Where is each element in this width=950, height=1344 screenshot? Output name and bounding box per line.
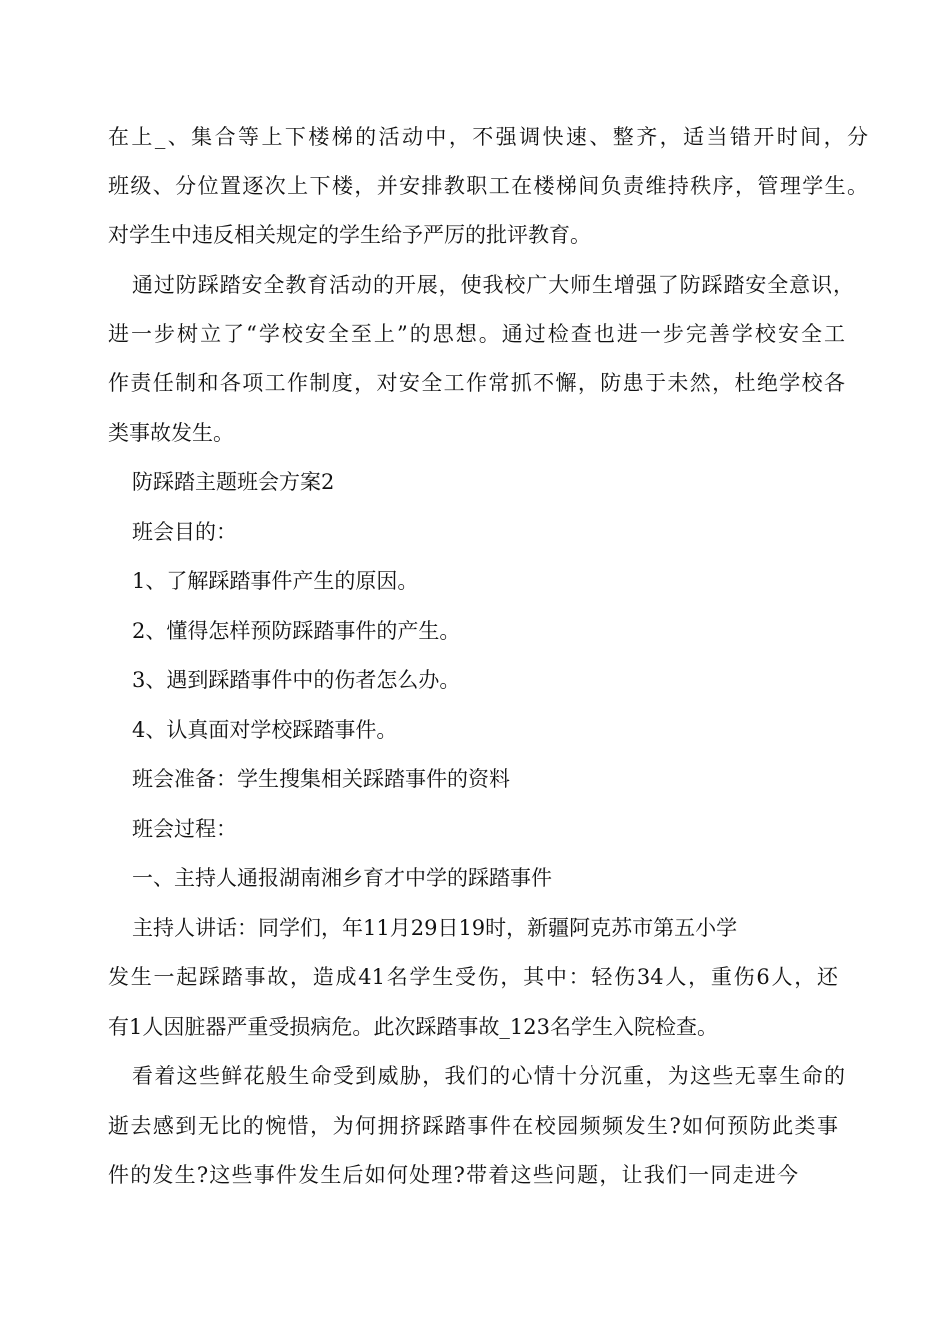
text-line: 发生一起踩踏事故，造成41名学生受伤，其中：轻伤34人，重伤6人，还	[108, 965, 838, 989]
text-line: 一、主持人通报湖南湘乡育才中学的踩踏事件	[132, 866, 552, 890]
text-line: 班会目的：	[132, 520, 237, 544]
text-line: 班会准备：学生搜集相关踩踏事件的资料	[132, 767, 510, 791]
text-line: 通过防踩踏安全教育活动的开展，使我校广大师生增强了防踩踏安全意识，	[132, 273, 854, 297]
text-line: 逝去感到无比的惋惜，为何拥挤踩踏事件在校园频频发生?如何预防此类事	[108, 1114, 838, 1138]
list-item: 4、认真面对学校踩踏事件。	[132, 718, 398, 742]
text-line: 有1人因脏器严重受损病危。此次踩踏事故_123名学生入院检查。	[108, 1015, 718, 1039]
text-line: 看着这些鲜花般生命受到威胁，我们的心情十分沉重，为这些无辜生命的	[132, 1064, 845, 1088]
text-line: 班级、分位置逐次上下楼，并安排教职工在楼梯间负责维持秩序，管理学生。	[108, 174, 868, 198]
text-line: 进一步树立了“学校安全至上”的思想。通过检查也进一步完善学校安全工	[108, 322, 845, 346]
text-line: 主持人讲话：同学们，年11月29日19时，新疆阿克苏市第五小学	[132, 916, 738, 940]
text-line: 对学生中违反相关规定的学生给予严厉的批评教育。	[108, 223, 591, 247]
list-item: 3、遇到踩踏事件中的伤者怎么办。	[132, 668, 461, 692]
text-line: 类事故发生。	[108, 421, 234, 445]
text-line: 作责任制和各项工作制度，对安全工作常抓不懈，防患于未然，杜绝学校各	[108, 371, 845, 395]
section-heading: 防踩踏主题班会方案2	[132, 470, 335, 494]
list-item: 2、懂得怎样预防踩踏事件的产生。	[132, 619, 461, 643]
text-line: 班会过程：	[132, 817, 237, 841]
list-item: 1、了解踩踏事件产生的原因。	[132, 569, 419, 593]
text-line: 件的发生?这些事件发生后如何处理?带着这些问题，让我们一同走进今	[108, 1163, 798, 1187]
text-line: 在上_、集合等上下楼梯的活动中，不强调快速、整齐，适当错开时间，分	[108, 125, 868, 149]
